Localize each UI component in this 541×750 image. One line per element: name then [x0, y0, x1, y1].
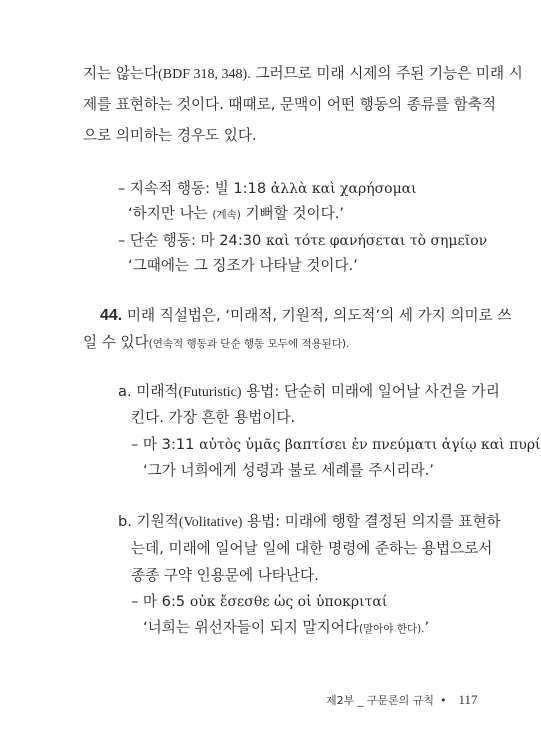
example-label: – 마 3:11: [131, 436, 200, 453]
section-note: (연속적 행동과 단순 행동 모두에 적용된다).: [148, 338, 350, 350]
subsection-a-example: [131, 435, 541, 455]
example-label: – 단순 행동: 마 24:30: [118, 232, 266, 249]
subsection-text: 용법: 단순히 미래에 일어날 사건을 가리: [241, 383, 500, 400]
translation-note: (말아야 한다).: [358, 623, 425, 635]
intro-text: 지는 않는다: [83, 65, 159, 82]
example-translation: [143, 618, 429, 639]
reference: (BDF 318, 348).: [158, 67, 251, 82]
translation-text: ‘너희는 위선자들이 되지 말지어다: [143, 619, 359, 636]
subsection-b-line-2: 는데, 미래에 일어날 일에 대한 명령에 준하는 용법으로서: [131, 540, 493, 557]
section-44-line-2: [83, 333, 349, 354]
greek-text: αὐτὸς ὑμᾶς βαπτίσει ἐν πνεύματι ἁγίῳ καὶ πυρί: [199, 437, 541, 453]
example-translation: [128, 204, 344, 225]
intro-line-3: 으로 의미하는 경우도 있다.: [83, 127, 257, 144]
section-44-heading: [100, 306, 511, 326]
footer-bullet: •: [440, 694, 447, 707]
subsection-term: (Volitative): [178, 515, 243, 530]
example-translation: ‘그때에는 그 징조가 나타날 것이다.’: [128, 257, 358, 274]
intro-line-2: 제를 표현하는 것이다. 때때로, 문맥이 어떤 행동의 종류를 함축적: [83, 96, 496, 113]
subsection-term: (Futuristic): [178, 385, 242, 400]
translation-text: ’: [424, 619, 430, 636]
page-number: 117: [458, 692, 478, 707]
greek-text: καὶ τότε φανήσεται τὸ σημεῖον: [265, 233, 488, 249]
translation-text: 기뻐할 것이다.’: [240, 205, 345, 222]
example-label: – 마 6:5: [131, 593, 190, 610]
subsection-a-line-1: [118, 382, 500, 403]
intro-line-1: [83, 64, 523, 85]
translation-note: (계속): [212, 209, 241, 221]
example-simple: [118, 231, 487, 251]
greek-text: οὐκ ἔσεσθε ὡς οἱ ὑποκριταί: [189, 594, 388, 610]
subsection-b-line-1: [118, 512, 501, 533]
subsection-a-line-2: 킨다. 가장 흔한 용법이다.: [131, 409, 296, 426]
section-number: 44.: [100, 307, 123, 324]
intro-text: 그러므로 미래 시제의 주된 기능은 미래 시: [250, 65, 523, 82]
subsection-b-example: [131, 592, 387, 612]
subsection-label: a. 미래적: [118, 383, 179, 400]
example-translation: ‘그가 너희에게 성령과 불로 세례를 주시리라.’: [143, 462, 434, 479]
subsection-text: 용법: 미래에 행할 결정된 의지를 표현하: [242, 513, 501, 530]
example-label: – 지속적 행동: 빌 1:18: [118, 180, 271, 197]
section-text: 일 수 있다: [83, 334, 149, 351]
page-footer: [326, 692, 478, 708]
subsection-b-line-3: 종종 구약 인용문에 나타난다.: [131, 567, 319, 584]
greek-text: ἀλλὰ καὶ χαρήσομαι: [270, 181, 417, 197]
example-continuous: [118, 179, 417, 199]
translation-text: ‘하지만 나는: [128, 205, 213, 222]
footer-part-title: 제2부 _ 구문론의 규칙: [326, 694, 434, 707]
subsection-label: b. 기원적: [118, 513, 179, 530]
section-text: 미래 직설법은, ‘미래적, 기원적, 의도적’의 세 가지 의미로 쓰: [122, 307, 512, 324]
